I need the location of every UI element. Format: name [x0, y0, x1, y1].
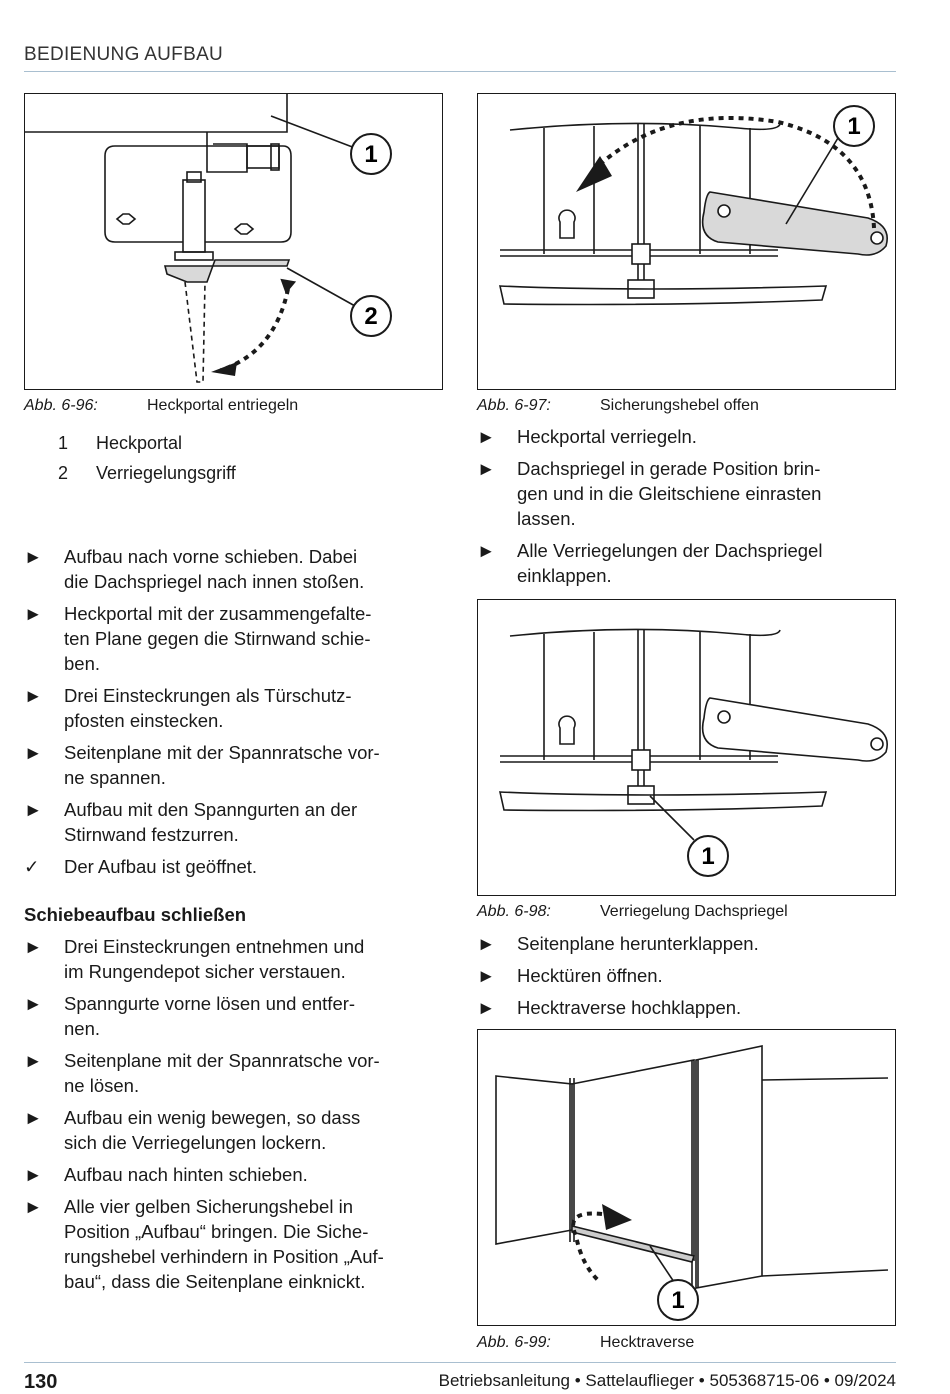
checkmark-icon: ✓	[24, 856, 40, 877]
list-item	[24, 1194, 454, 1294]
list-item-text: Heckportal mit der zusammengefalte- ten Plane gegen die Stirnwand schie- ben.	[64, 603, 372, 674]
caption-6-96	[24, 397, 443, 417]
list-item	[477, 456, 907, 531]
lock-steps-list	[477, 424, 907, 595]
list-item-text: Drei Einsteckrungen als Türschutz- pfosten einstecken.	[64, 685, 352, 731]
arrow-bullet-icon: ►	[24, 546, 43, 567]
footer-divider	[24, 1362, 896, 1363]
figure-number: Abb. 6-97:	[477, 397, 551, 414]
sicherungshebel-illustration	[478, 94, 897, 391]
list-item	[477, 931, 907, 956]
figure-number: Abb. 6-96:	[24, 397, 98, 414]
list-item	[24, 683, 454, 733]
footer-text: Betriebsanleitung • Sattelauflieger • 505368715-06 • 09/2024	[438, 1371, 896, 1390]
list-item-text: Seitenplane mit der Spannratsche vor- ne lösen.	[64, 1050, 380, 1096]
door-steps-list	[477, 931, 907, 1027]
arrow-bullet-icon: ►	[24, 936, 43, 957]
arrow-bullet-icon: ►	[24, 799, 43, 820]
list-item-text: Aufbau mit den Spanngurten an der Stirnwand festzurren.	[64, 799, 358, 845]
figure-caption: Verriegelung Dachspriegel	[600, 903, 788, 920]
list-item	[477, 538, 907, 588]
arrow-bullet-icon: ►	[477, 540, 496, 561]
callout-1: 1	[364, 141, 378, 168]
list-item-text: Alle vier gelben Sicherungshebel in Position „Aufbau“ bringen. Die Siche- rungshebel verhindern in Position „Auf- bau“, dass die Seitenplane einknickt.	[64, 1196, 384, 1292]
figure-caption: Hecktraverse	[600, 1334, 695, 1351]
list-item	[24, 854, 454, 879]
list-item	[477, 963, 907, 988]
arrow-bullet-icon: ►	[24, 742, 43, 763]
list-item-text: Aufbau ein wenig bewegen, so dass sich die Verriegelungen lockern.	[64, 1107, 361, 1153]
list-item-text: Hecktraverse hochklappen.	[517, 997, 742, 1018]
figure-6-97	[477, 93, 896, 390]
figure-6-96	[24, 93, 443, 390]
list-item-text: Seitenplane herunterklappen.	[517, 933, 759, 954]
callout-1: 1	[847, 113, 861, 140]
figure-caption: Sicherungshebel offen	[600, 397, 759, 414]
list-item	[24, 740, 454, 790]
arrow-bullet-icon: ►	[477, 965, 496, 986]
list-item	[24, 1162, 454, 1187]
list-item-text: Aufbau nach hinten schieben.	[64, 1164, 308, 1185]
legend-label: Heckportal	[96, 433, 183, 453]
caption-6-98	[477, 903, 896, 923]
list-item	[24, 991, 454, 1041]
list-item-text: Heckportal verriegeln.	[517, 426, 697, 447]
list-item-text: Spanngurte vorne lösen und entfer- nen.	[64, 993, 356, 1039]
figure-number: Abb. 6-99:	[477, 1334, 551, 1351]
caption-6-97	[477, 397, 896, 417]
list-item	[24, 544, 454, 594]
list-item-text: Dachspriegel in gerade Position brin- gen und in die Gleitschiene einrasten lassen.	[517, 458, 822, 529]
legend-label: Verriegelungsgriff	[96, 463, 236, 483]
open-steps-list	[24, 544, 454, 886]
figure-6-99	[477, 1029, 896, 1326]
list-item	[24, 934, 454, 984]
callout-1: 1	[671, 1287, 685, 1314]
arrow-bullet-icon: ►	[477, 933, 496, 954]
hecktraverse-illustration	[478, 1030, 897, 1327]
list-item-text: Aufbau nach vorne schieben. Dabei die Dachspriegel nach innen stoßen.	[64, 546, 365, 592]
section-heading: Schiebeaufbau schließen	[24, 904, 247, 925]
list-item	[477, 424, 907, 449]
arrow-bullet-icon: ►	[477, 997, 496, 1018]
verriegelung-illustration	[478, 600, 897, 897]
figure-number: Abb. 6-98:	[477, 903, 551, 920]
list-item	[477, 995, 907, 1020]
list-item-text: Drei Einsteckrungen entnehmen und im Rungendepot sicher verstauen.	[64, 936, 365, 982]
arrow-bullet-icon: ►	[24, 1196, 43, 1217]
list-item-text: Alle Verriegelungen der Dachspriegel einklappen.	[517, 540, 823, 586]
legend-number: 1	[58, 433, 69, 453]
legend-number: 2	[58, 463, 69, 483]
list-item-text: Seitenplane mit der Spannratsche vor- ne spannen.	[64, 742, 380, 788]
heckportal-illustration	[25, 94, 444, 391]
arrow-bullet-icon: ►	[24, 1050, 43, 1071]
list-item-text: Der Aufbau ist geöffnet.	[64, 856, 258, 877]
arrow-bullet-icon: ►	[24, 603, 43, 624]
figure-6-98	[477, 599, 896, 896]
arrow-bullet-icon: ►	[477, 458, 496, 479]
callout-2: 2	[364, 303, 378, 330]
caption-6-99	[477, 1334, 896, 1354]
list-item	[24, 797, 454, 847]
header-divider	[24, 71, 896, 72]
list-item	[24, 601, 454, 676]
arrow-bullet-icon: ►	[24, 1164, 43, 1185]
arrow-bullet-icon: ►	[24, 1107, 43, 1128]
list-item	[24, 1105, 454, 1155]
arrow-bullet-icon: ►	[477, 426, 496, 447]
list-item	[24, 1048, 454, 1098]
arrow-bullet-icon: ►	[24, 993, 43, 1014]
figure-caption: Heckportal entriegeln	[147, 397, 299, 414]
page-number: 130	[24, 1371, 58, 1393]
close-steps-list	[24, 934, 454, 1301]
arrow-bullet-icon: ►	[24, 685, 43, 706]
callout-1: 1	[701, 843, 715, 870]
page-header: BEDIENUNG AUFBAU	[24, 44, 224, 65]
list-item-text: Hecktüren öffnen.	[517, 965, 663, 986]
